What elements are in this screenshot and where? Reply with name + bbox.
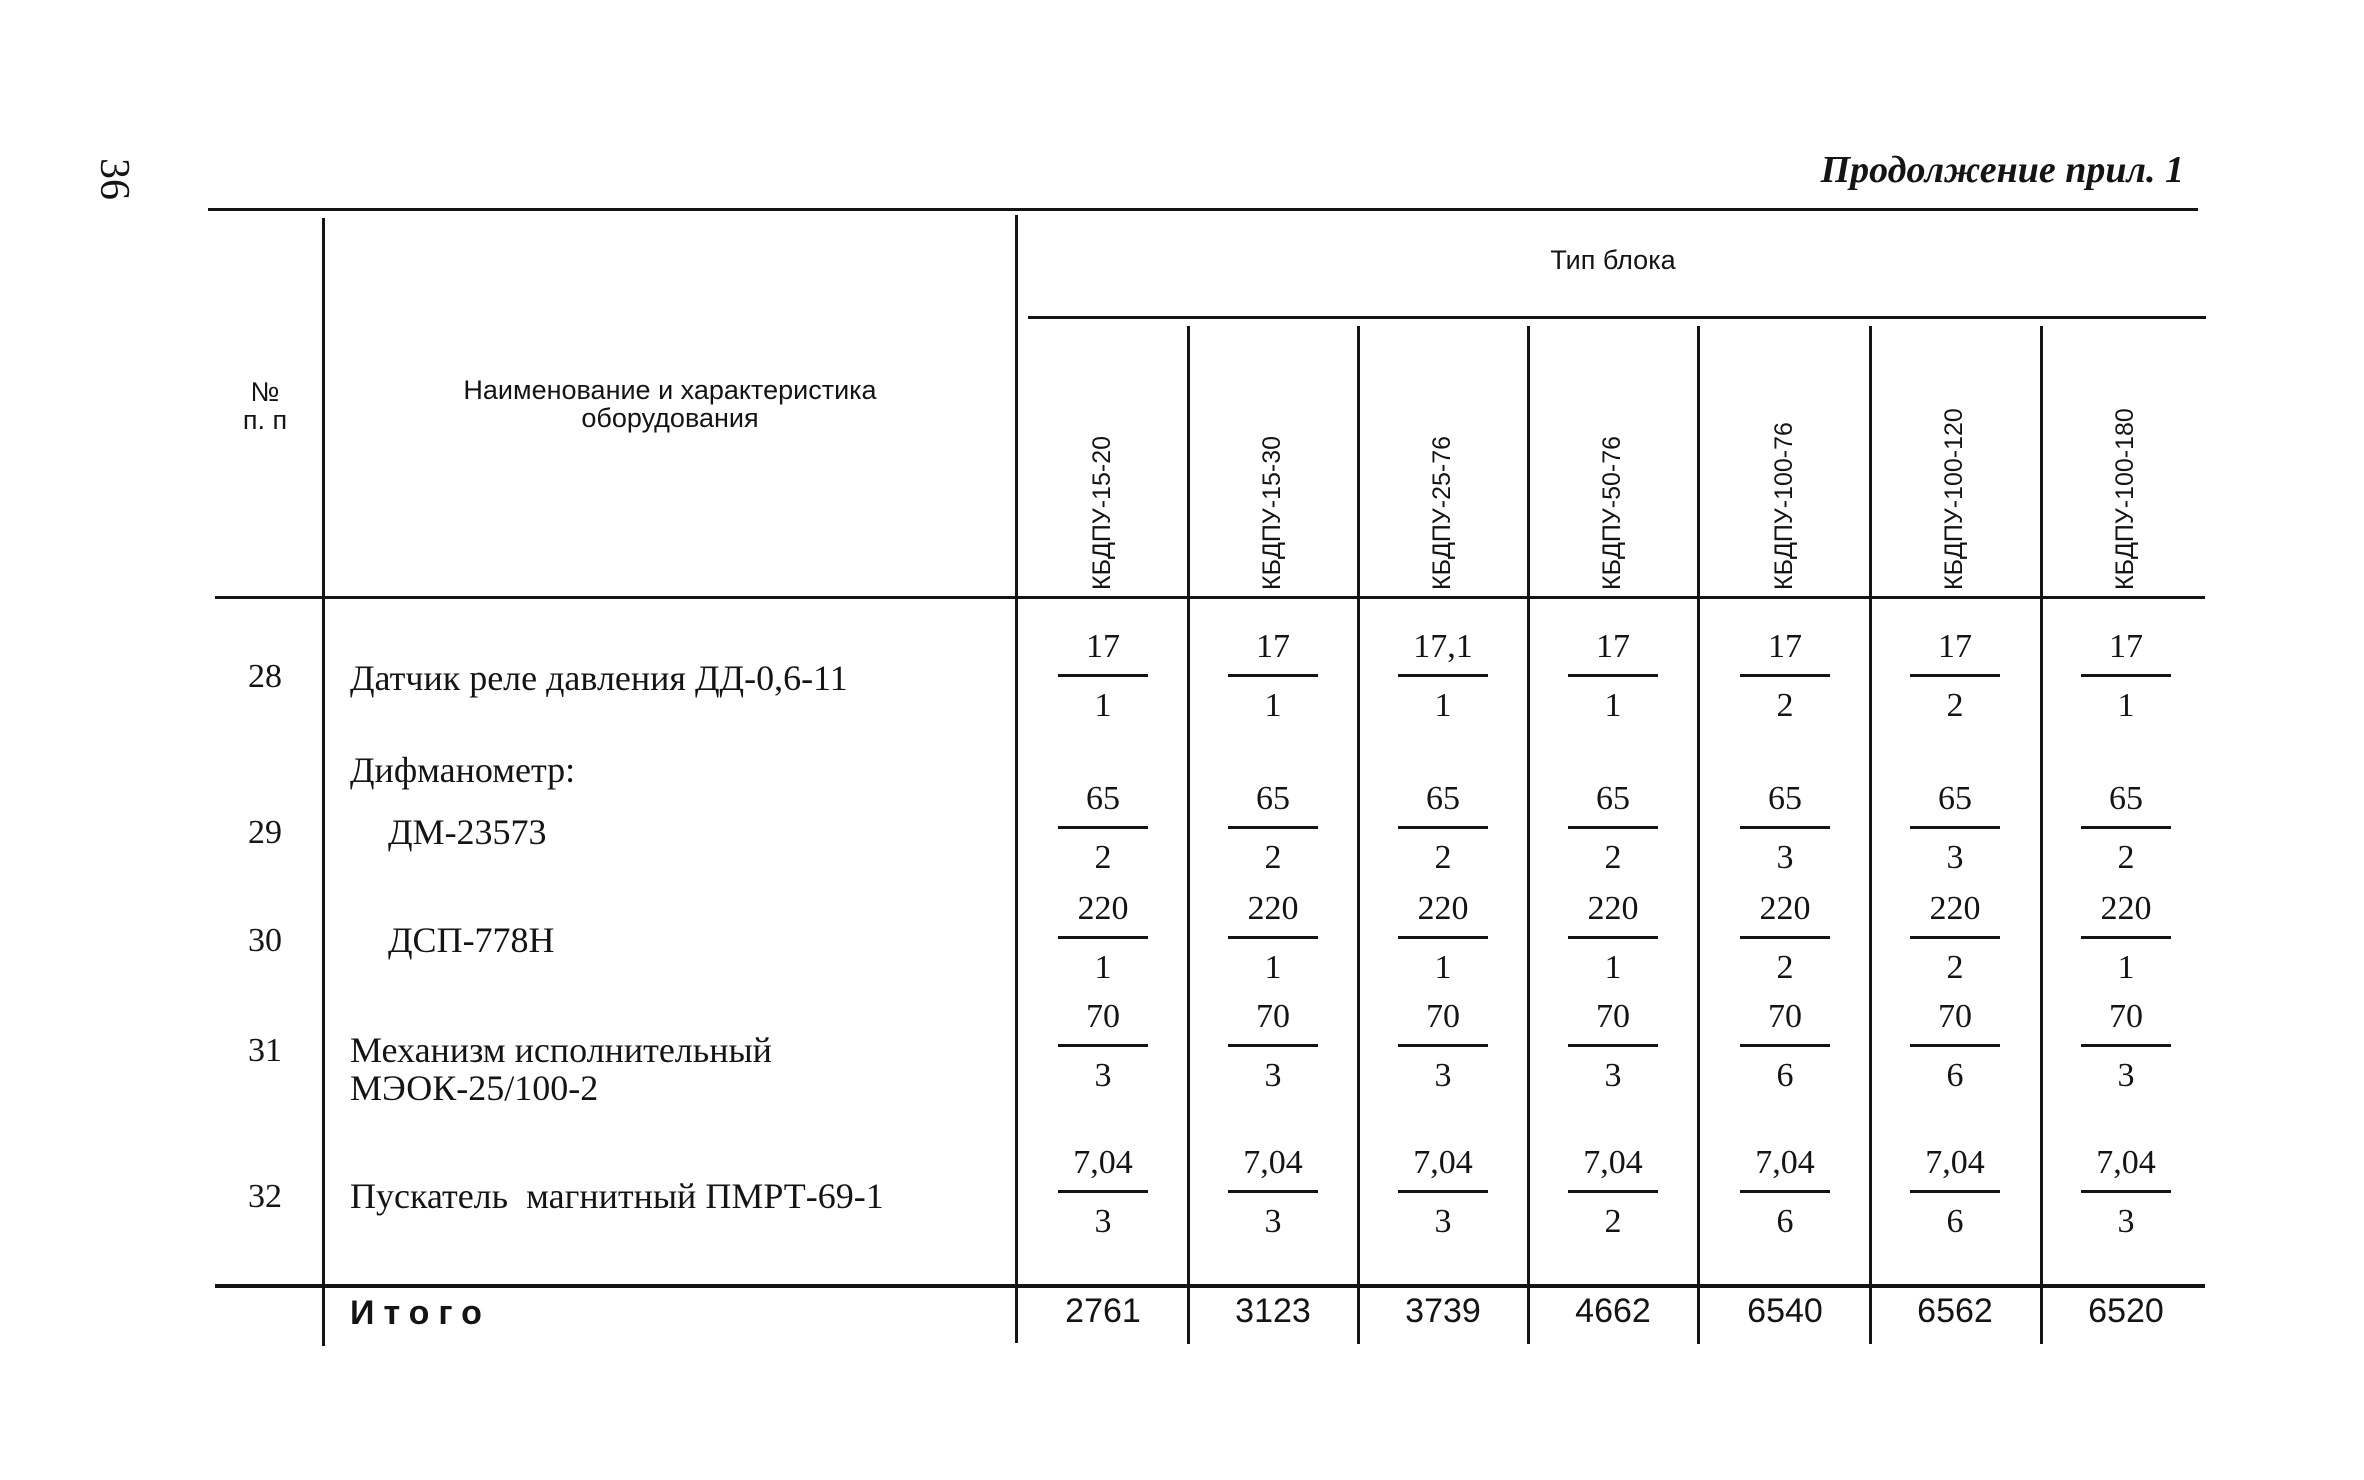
fraction-bar — [1228, 674, 1318, 677]
fraction-denominator: 6 — [1776, 1057, 1794, 1094]
fraction-numerator: 17 — [1256, 628, 1290, 665]
table-top-rule — [208, 208, 2198, 211]
header-col-1: КБДПУ-15-20 — [1088, 435, 1116, 590]
value-fraction — [2041, 782, 2211, 875]
fraction-bar — [1058, 1190, 1148, 1193]
fraction-numerator: 65 — [1256, 780, 1290, 817]
fraction-bar — [1228, 826, 1318, 829]
header-col-2: КБДПУ-15-30 — [1258, 435, 1286, 590]
value-fraction — [1528, 630, 1698, 723]
fraction-bar — [1058, 936, 1148, 939]
row-num-29: 29 — [248, 814, 282, 851]
fraction-denominator: 6 — [1946, 1203, 1964, 1240]
value-fraction — [1528, 892, 1698, 985]
fraction-denominator: 2 — [1946, 687, 1964, 724]
value-fraction — [1018, 630, 1188, 723]
fraction-numerator: 17 — [1596, 628, 1630, 665]
header-col-4: КБДПУ-50-76 — [1598, 435, 1626, 590]
fraction-bar — [1740, 1190, 1830, 1193]
body-bottom-rule — [215, 1284, 2205, 1288]
fraction-denominator: 2 — [1946, 949, 1964, 986]
total-value: 3739 — [1405, 1292, 1481, 1330]
total-value: 6520 — [2088, 1292, 2164, 1330]
fraction-denominator: 6 — [1776, 1203, 1794, 1240]
fraction-numerator: 65 — [1426, 780, 1460, 817]
fraction-bar — [2081, 674, 2171, 677]
row-name-30: ДСП-778Н — [388, 920, 555, 960]
value-fraction — [1700, 1146, 1870, 1239]
fraction-denominator: 3 — [2117, 1057, 2135, 1094]
value-fraction — [1358, 782, 1528, 875]
fraction-denominator: 6 — [1946, 1057, 1964, 1094]
row-num-31: 31 — [248, 1032, 282, 1069]
fraction-numerator: 220 — [1929, 890, 1981, 927]
fraction-bar — [2081, 1044, 2171, 1047]
fraction-numerator: 220 — [1759, 890, 1811, 927]
fraction-numerator: 7,04 — [1583, 1144, 1643, 1181]
fraction-denominator: 3 — [1094, 1057, 1112, 1094]
fraction-bar — [1568, 674, 1658, 677]
fraction-bar — [1398, 674, 1488, 677]
fraction-numerator: 17,1 — [1413, 628, 1473, 665]
row-name-31: Механизм исполнительный МЭОК-25/100-2 — [350, 1030, 772, 1108]
fraction-numerator: 17 — [1938, 628, 1972, 665]
fraction-numerator: 7,04 — [1755, 1144, 1815, 1181]
value-fraction — [1188, 1000, 1358, 1093]
fraction-bar — [1568, 826, 1658, 829]
fraction-denominator: 1 — [1604, 687, 1622, 724]
value-fraction — [1700, 630, 1870, 723]
row-num-30: 30 — [248, 922, 282, 959]
value-fraction — [1870, 782, 2040, 875]
fraction-bar — [1228, 1190, 1318, 1193]
block-type-rule — [1028, 316, 2206, 319]
total-value: 6540 — [1747, 1292, 1823, 1330]
fraction-bar — [1398, 1044, 1488, 1047]
value-fraction — [1018, 892, 1188, 985]
fraction-denominator: 1 — [1434, 687, 1452, 724]
value-fraction — [1870, 1146, 2040, 1239]
row-num-28: 28 — [248, 658, 282, 695]
fraction-bar — [1398, 826, 1488, 829]
value-fraction — [1188, 1146, 1358, 1239]
fraction-denominator: 2 — [1604, 1203, 1622, 1240]
fraction-denominator: 2 — [1094, 839, 1112, 876]
fraction-numerator: 17 — [1768, 628, 1802, 665]
header-name: Наименование и характеристика оборудования — [463, 375, 877, 434]
fraction-numerator: 70 — [2109, 998, 2143, 1035]
fraction-numerator: 65 — [2109, 780, 2143, 817]
fraction-bar — [1910, 936, 2000, 939]
value-fraction — [1018, 1000, 1188, 1093]
fraction-denominator: 2 — [1264, 839, 1282, 876]
value-fraction — [2041, 1000, 2211, 1093]
fraction-bar — [1910, 674, 2000, 677]
fraction-bar — [1058, 674, 1148, 677]
fraction-numerator: 7,04 — [1243, 1144, 1303, 1181]
fraction-bar — [1228, 936, 1318, 939]
value-fraction — [1870, 1000, 2040, 1093]
fraction-bar — [1568, 1044, 1658, 1047]
row-num-32: 32 — [248, 1178, 282, 1215]
fraction-numerator: 7,04 — [1413, 1144, 1473, 1181]
total-value: 4662 — [1575, 1292, 1651, 1330]
fraction-numerator: 220 — [1587, 890, 1639, 927]
value-fraction — [2041, 630, 2211, 723]
fraction-bar — [1910, 826, 2000, 829]
fraction-bar — [1740, 674, 1830, 677]
header-col-3: КБДПУ-25-76 — [1428, 435, 1456, 590]
row-name-28: Датчик реле давления ДД-0,6-11 — [350, 658, 848, 698]
fraction-denominator: 3 — [1264, 1057, 1282, 1094]
fraction-numerator: 65 — [1938, 780, 1972, 817]
value-fraction — [2041, 892, 2211, 985]
fraction-numerator: 70 — [1086, 998, 1120, 1035]
fraction-denominator: 3 — [1264, 1203, 1282, 1240]
fraction-numerator: 220 — [1247, 890, 1299, 927]
fraction-denominator: 3 — [1604, 1057, 1622, 1094]
fraction-numerator: 220 — [1077, 890, 1129, 927]
fraction-bar — [2081, 936, 2171, 939]
fraction-bar — [1740, 1044, 1830, 1047]
fraction-numerator: 70 — [1256, 998, 1290, 1035]
total-value: 6562 — [1917, 1292, 1993, 1330]
fraction-numerator: 220 — [2100, 890, 2152, 927]
total-label: Итого — [350, 1294, 491, 1332]
fraction-denominator: 2 — [1604, 839, 1622, 876]
fraction-bar — [1398, 936, 1488, 939]
value-fraction — [2041, 1146, 2211, 1239]
fraction-numerator: 70 — [1938, 998, 1972, 1035]
value-fraction — [1700, 782, 1870, 875]
fraction-bar — [1058, 826, 1148, 829]
value-fraction — [1018, 1146, 1188, 1239]
value-fraction — [1358, 630, 1528, 723]
fraction-denominator: 1 — [2117, 949, 2135, 986]
fraction-denominator: 2 — [2117, 839, 2135, 876]
header-col-6: КБДПУ-100-120 — [1940, 408, 1968, 590]
value-fraction — [1188, 630, 1358, 723]
fraction-bar — [1910, 1190, 2000, 1193]
value-fraction — [1528, 1000, 1698, 1093]
fraction-denominator: 2 — [1776, 687, 1794, 724]
fraction-denominator: 1 — [1094, 687, 1112, 724]
fraction-numerator: 7,04 — [1925, 1144, 1985, 1181]
row-name-32: Пускатель магнитный ПМРТ-69-1 — [350, 1176, 884, 1216]
fraction-bar — [1740, 826, 1830, 829]
fraction-numerator: 70 — [1426, 998, 1460, 1035]
header-col-5: КБДПУ-100-76 — [1770, 422, 1798, 590]
header-bottom-rule — [215, 596, 2205, 599]
value-fraction — [1700, 892, 1870, 985]
value-fraction — [1358, 892, 1528, 985]
row-name-29: ДМ-23573 — [388, 812, 547, 852]
value-fraction — [1188, 782, 1358, 875]
fraction-denominator: 3 — [2117, 1203, 2135, 1240]
row-group-label: Дифманометр: — [350, 750, 576, 790]
fraction-numerator: 65 — [1596, 780, 1630, 817]
header-block-type: Тип блока — [1550, 245, 1676, 275]
fraction-bar — [1568, 936, 1658, 939]
total-value: 2761 — [1065, 1292, 1141, 1330]
value-fraction — [1700, 1000, 1870, 1093]
value-fraction — [1188, 892, 1358, 985]
value-fraction — [1358, 1000, 1528, 1093]
fraction-denominator: 1 — [1264, 949, 1282, 986]
value-fraction — [1870, 892, 2040, 985]
fraction-denominator: 1 — [1264, 687, 1282, 724]
fraction-denominator: 3 — [1946, 839, 1964, 876]
fraction-numerator: 17 — [2109, 628, 2143, 665]
header-col-7: КБДПУ-100-180 — [2111, 408, 2139, 590]
value-fraction — [1018, 782, 1188, 875]
value-fraction — [1528, 1146, 1698, 1239]
fraction-denominator: 3 — [1776, 839, 1794, 876]
fraction-bar — [2081, 1190, 2171, 1193]
page-number: 36 — [91, 158, 137, 200]
fraction-denominator: 2 — [1434, 839, 1452, 876]
fraction-bar — [2081, 826, 2171, 829]
total-value: 3123 — [1235, 1292, 1311, 1330]
fraction-denominator: 2 — [1776, 949, 1794, 986]
fraction-numerator: 65 — [1086, 780, 1120, 817]
fraction-numerator: 7,04 — [1073, 1144, 1133, 1181]
fraction-denominator: 1 — [1094, 949, 1112, 986]
fraction-denominator: 3 — [1434, 1203, 1452, 1240]
fraction-denominator: 1 — [2117, 687, 2135, 724]
header-num: № п. п — [242, 377, 288, 436]
fraction-bar — [1910, 1044, 2000, 1047]
continuation-title: Продолжение прил. 1 — [1820, 149, 2184, 191]
fraction-bar — [1228, 1044, 1318, 1047]
fraction-denominator: 3 — [1094, 1203, 1112, 1240]
fraction-denominator: 3 — [1434, 1057, 1452, 1094]
fraction-numerator: 70 — [1596, 998, 1630, 1035]
fraction-bar — [1398, 1190, 1488, 1193]
value-fraction — [1358, 1146, 1528, 1239]
fraction-numerator: 220 — [1417, 890, 1469, 927]
fraction-numerator: 65 — [1768, 780, 1802, 817]
fraction-bar — [1058, 1044, 1148, 1047]
value-fraction — [1528, 782, 1698, 875]
fraction-numerator: 7,04 — [2096, 1144, 2156, 1181]
fraction-bar — [1568, 1190, 1658, 1193]
fraction-denominator: 1 — [1434, 949, 1452, 986]
fraction-numerator: 17 — [1086, 628, 1120, 665]
fraction-denominator: 1 — [1604, 949, 1622, 986]
fraction-bar — [1740, 936, 1830, 939]
fraction-numerator: 70 — [1768, 998, 1802, 1035]
value-fraction — [1870, 630, 2040, 723]
